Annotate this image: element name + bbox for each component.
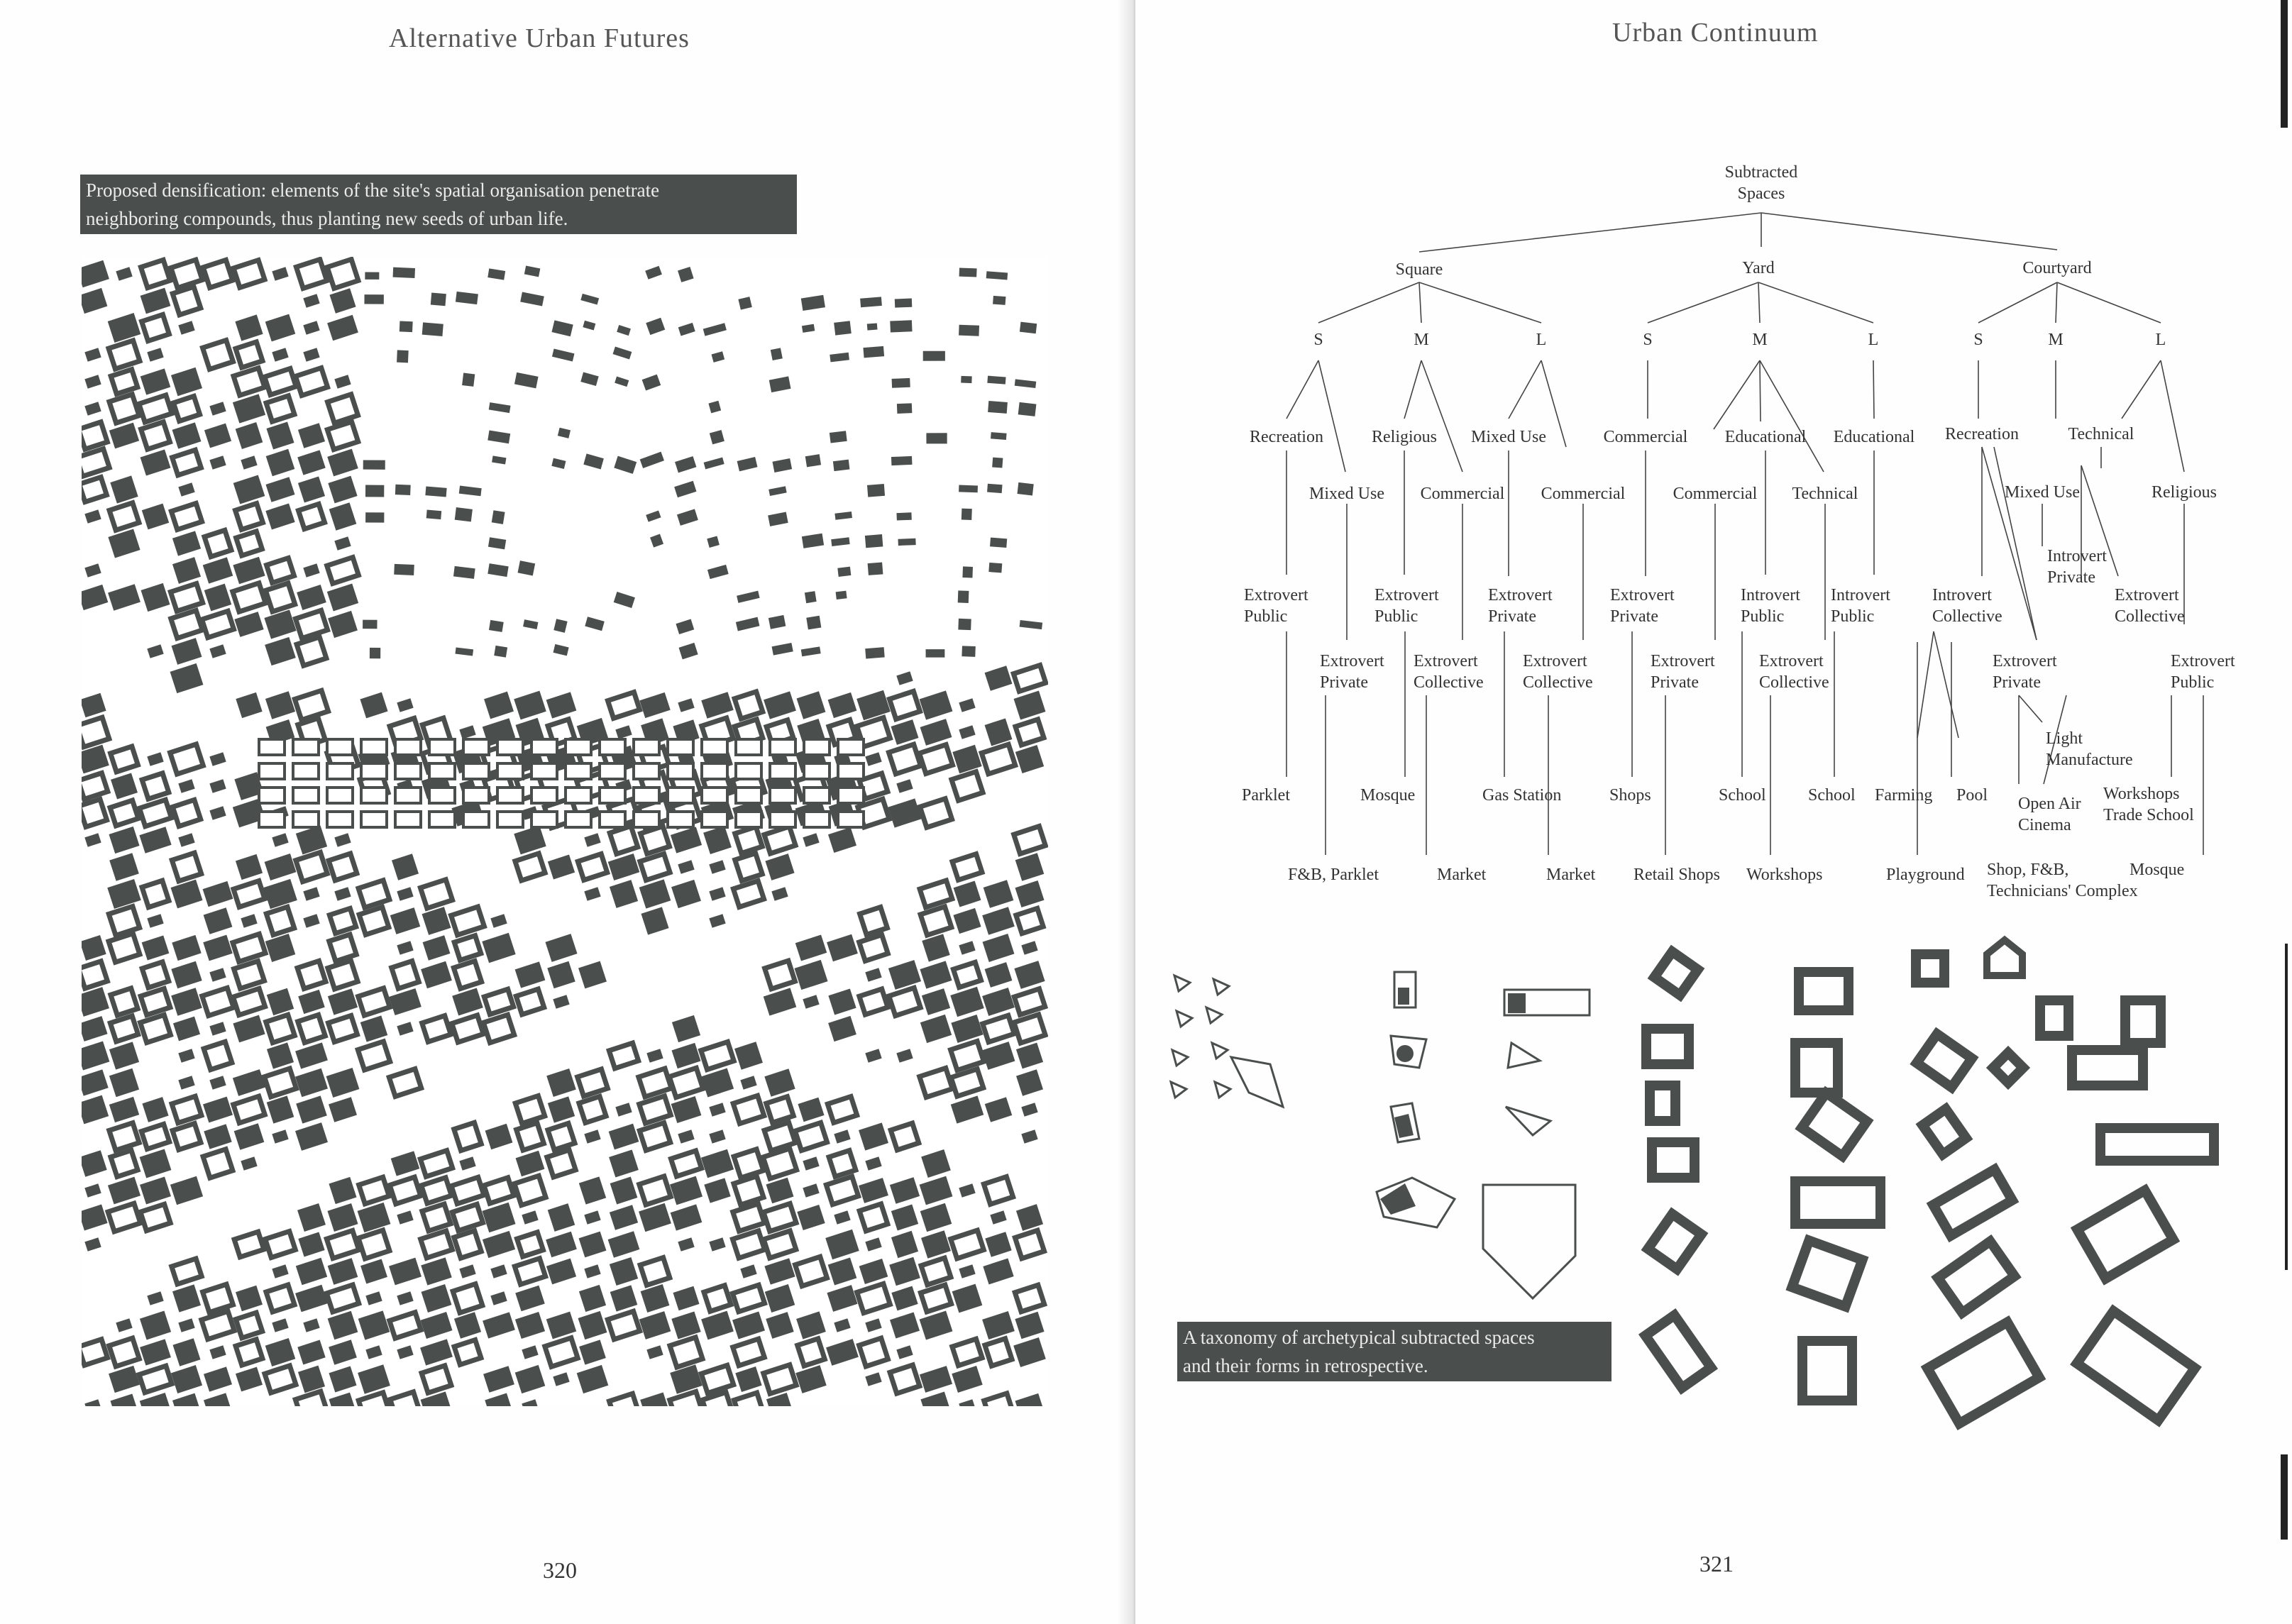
function-pool: Pool — [1956, 786, 1988, 805]
use-mixed-use-1: Mixed Use — [1471, 428, 1546, 446]
form-small-triangle — [1174, 976, 1190, 991]
privacy-introvert-public-1-a: Introvert — [1741, 586, 1800, 604]
privacy-introvert-public-2-b: Public — [1831, 607, 1875, 626]
form-rect-fill — [1398, 988, 1409, 1005]
function-open-air-cinema-b: Cinema — [2018, 816, 2071, 834]
use-commercial-2: Commercial — [1420, 485, 1505, 503]
use-mixed-use-2: Mixed Use — [1309, 485, 1384, 503]
function-market-1: Market — [1437, 866, 1487, 884]
privacy-introvert-collective-b: Collective — [1932, 607, 2002, 626]
tree-edge — [1760, 360, 1824, 472]
tree-edge — [1318, 360, 1345, 472]
use-recreation-2: Recreation — [1945, 425, 2019, 443]
page-edge-mark-2 — [2285, 944, 2288, 1270]
tree-edge — [1758, 282, 1760, 323]
tree-edge — [1419, 282, 1541, 323]
use-recreation-1: Recreation — [1250, 428, 1323, 446]
privacy-extrovert-public-3-a: Extrovert — [2171, 652, 2235, 670]
function-shops: Shops — [1609, 786, 1651, 805]
page-number-left: 320 — [543, 1557, 577, 1583]
form-small-triangle — [1212, 1043, 1228, 1059]
use-religious-2: Religious — [2151, 483, 2217, 502]
form-triangle — [1506, 1107, 1550, 1135]
form-courtyard-ring — [1933, 1169, 2012, 1235]
form-small-triangle — [1206, 1007, 1222, 1023]
form-courtyard-ring — [2077, 1191, 2173, 1278]
privacy-extrovert-collective-3-b: Collective — [1523, 673, 1593, 692]
privacy-introvert-collective-a: Introvert — [1932, 586, 1992, 604]
size-courtyard-l: L — [2155, 331, 2166, 349]
tree-edge — [2161, 360, 2184, 472]
tree-edge — [2122, 360, 2161, 419]
form-courtyard-ring — [1802, 1093, 1867, 1156]
use-educational-2: Educational — [1833, 428, 1915, 446]
privacy-extrovert-public-1-b: Public — [1244, 607, 1288, 626]
tree-edge — [1648, 282, 1758, 323]
form-small-triangle — [1177, 1011, 1192, 1027]
privacy-introvert-private-a: Introvert — [2047, 547, 2107, 565]
tree-edge — [2056, 282, 2057, 323]
function-technicians-complex: Technicians' Complex — [1987, 882, 2138, 900]
use-commercial-3: Commercial — [1541, 485, 1626, 503]
form-courtyard-ring — [1795, 1181, 1880, 1224]
tree-edge — [1419, 213, 1761, 252]
function-trade-school: Trade School — [2103, 806, 2194, 824]
function-school-2: School — [1808, 786, 1856, 805]
privacy-extrovert-private-4-a: Extrovert — [1651, 652, 1715, 670]
taxonomy-caption — [1177, 1322, 1611, 1381]
form-courtyard-ring — [1927, 1322, 2039, 1424]
privacy-extrovert-public-2-a: Extrovert — [1374, 586, 1439, 604]
size-square-l: L — [1536, 331, 1547, 349]
privacy-introvert-public-1-b: Public — [1741, 607, 1785, 626]
tree-edge — [2019, 695, 2042, 722]
privacy-extrovert-private-2-a: Extrovert — [1610, 586, 1675, 604]
privacy-extrovert-public-2-b: Public — [1374, 607, 1418, 626]
function-parklet: Parklet — [1242, 786, 1290, 805]
tree-edge — [1419, 282, 1421, 323]
form-rect-fill — [1508, 993, 1526, 1013]
function-light-manufacture-b: Manufacture — [2046, 751, 2133, 769]
use-religious-1: Religious — [1371, 428, 1438, 446]
form-courtyard-ring — [1650, 1086, 1675, 1121]
form-triangle — [1508, 1043, 1540, 1068]
tree-edge — [1318, 282, 1419, 323]
tree-edge — [1404, 360, 1421, 419]
tree-edge — [1873, 360, 1874, 419]
use-mixed-use-3: Mixed Use — [2005, 483, 2080, 502]
figure-ground-map-drawing — [82, 257, 1048, 1406]
form-courtyard-ring — [1648, 1214, 1701, 1269]
form-circle — [1396, 1045, 1414, 1062]
form-courtyard-ring — [1654, 951, 1697, 995]
size-yard-s: S — [1643, 331, 1653, 349]
function-gas-station: Gas Station — [1482, 786, 1562, 805]
function-light-manufacture-a: Light — [2046, 729, 2083, 748]
tree-edge — [1760, 360, 1761, 421]
form-courtyard-ring — [1917, 1034, 1972, 1087]
form-courtyard-ring — [1938, 1242, 2015, 1313]
privacy-extrovert-private-5-a: Extrovert — [1993, 652, 2057, 670]
use-technical-1: Technical — [2068, 425, 2134, 443]
privacy-extrovert-collective-1-b: Collective — [2115, 607, 2185, 626]
function-workshops-1: Workshops — [2103, 785, 2180, 803]
map-caption — [80, 175, 797, 234]
form-courtyard-ring — [1792, 1240, 1862, 1306]
function-fb-parklet: F&B, Parklet — [1288, 866, 1379, 884]
left-page — [0, 0, 1135, 1624]
map-caption-line-2: neighboring compounds, thus planting new seeds of urban life. — [86, 208, 568, 229]
tree-edge — [1509, 360, 1541, 419]
privacy-extrovert-private-1-a: Extrovert — [1488, 586, 1553, 604]
function-farming: Farming — [1875, 786, 1933, 805]
form-courtyard-ring — [1802, 1341, 1852, 1401]
running-head-right: Urban Continuum — [1612, 18, 1819, 48]
function-market-2: Market — [1546, 866, 1596, 884]
node-root-line-1: Subtracted — [1724, 163, 1798, 182]
form-courtyard-ring — [1916, 954, 1944, 983]
use-commercial-4: Commercial — [1673, 485, 1758, 503]
privacy-extrovert-private-3-b: Private — [1320, 673, 1368, 692]
form-quad — [1231, 1057, 1283, 1107]
privacy-introvert-public-2-a: Introvert — [1831, 586, 1890, 604]
form-small-triangle — [1172, 1050, 1188, 1066]
page-number-right: 321 — [1699, 1551, 1734, 1576]
running-head-left: Alternative Urban Futures — [389, 23, 690, 53]
page-edge-mark — [2281, 0, 2288, 128]
privacy-extrovert-collective-1-a: Extrovert — [2115, 586, 2179, 604]
tree-edge — [1758, 282, 1873, 323]
privacy-extrovert-private-1-b: Private — [1488, 607, 1536, 626]
function-open-air-cinema-a: Open Air — [2018, 795, 2081, 813]
privacy-extrovert-private-4-b: Private — [1651, 673, 1699, 692]
function-shop-fb: Shop, F&B, — [1987, 861, 2069, 879]
tree-edge — [1287, 360, 1318, 419]
page-edge-mark-3 — [2281, 1454, 2288, 1540]
form-small-triangle — [1215, 1082, 1230, 1098]
function-mosque-1: Mosque — [1360, 786, 1416, 805]
size-yard-l: L — [1868, 331, 1879, 349]
form-courtyard-ring — [1922, 1109, 1966, 1154]
size-yard-m: M — [1752, 331, 1768, 349]
privacy-introvert-private-b: Private — [2047, 568, 2095, 587]
form-courtyard-ring — [2040, 1000, 2068, 1036]
map-caption-line-1: Proposed densification: elements of the site's spatial organisation penetrate — [86, 179, 660, 201]
size-square-s: S — [1313, 331, 1323, 349]
tree-edge — [1761, 213, 2057, 250]
form-small-triangle — [1213, 979, 1229, 995]
form-courtyard-ring — [2077, 1311, 2195, 1420]
tree-edge — [1714, 360, 1760, 429]
tree-edge — [2057, 282, 2161, 323]
node-root-line-2: Spaces — [1737, 184, 1785, 203]
figure-ground-map — [82, 257, 1048, 1406]
use-technical-2: Technical — [1792, 485, 1858, 503]
size-square-m: M — [1414, 331, 1429, 349]
node-courtyard: Courtyard — [2022, 259, 2092, 277]
tree-edge — [1917, 631, 1934, 738]
privacy-extrovert-collective-3-a: Extrovert — [1523, 652, 1587, 670]
form-courtyard-ring — [1652, 1142, 1695, 1178]
form-courtyard-ring — [2125, 1000, 2161, 1043]
privacy-extrovert-collective-4-a: Extrovert — [1759, 652, 1824, 670]
use-commercial-1: Commercial — [1603, 428, 1688, 446]
node-yard: Yard — [1742, 259, 1775, 277]
function-workshops-2: Workshops — [1746, 866, 1823, 884]
form-house — [1987, 940, 2022, 976]
privacy-extrovert-public-1-a: Extrovert — [1244, 586, 1308, 604]
size-courtyard-m: M — [2048, 331, 2064, 349]
privacy-extrovert-collective-2-b: Collective — [1414, 673, 1484, 692]
right-page — [1135, 0, 2292, 1624]
tree-edge — [1934, 631, 1958, 738]
privacy-extrovert-private-3-a: Extrovert — [1320, 652, 1384, 670]
use-educational-1: Educational — [1724, 428, 1807, 446]
privacy-extrovert-private-5-b: Private — [1993, 673, 2041, 692]
form-courtyard-ring — [1646, 1029, 1689, 1064]
form-courtyard-ring — [1993, 1053, 2023, 1083]
function-school-1: School — [1719, 786, 1766, 805]
form-courtyard-ring — [2072, 1050, 2143, 1086]
tree-edge — [1978, 282, 2057, 323]
form-courtyard-ring — [2100, 1128, 2214, 1161]
privacy-extrovert-private-2-b: Private — [1610, 607, 1658, 626]
function-mosque-2: Mosque — [2130, 861, 2185, 879]
function-retail-shops: Retail Shops — [1633, 866, 1721, 884]
taxonomy-caption-line-2: and their forms in retrospective. — [1183, 1355, 1428, 1376]
form-courtyard-ring — [1795, 1043, 1838, 1093]
map-buildings — [82, 260, 1046, 1406]
form-courtyard-ring — [1646, 1315, 1712, 1388]
node-square: Square — [1395, 260, 1443, 279]
privacy-extrovert-collective-4-b: Collective — [1759, 673, 1829, 692]
form-courtyard-ring — [1799, 972, 1849, 1010]
form-small-triangle — [1171, 1082, 1186, 1098]
size-courtyard-s: S — [1973, 331, 1983, 349]
form-pentagon — [1483, 1185, 1575, 1298]
taxonomy-caption-line-1: A taxonomy of archetypical subtracted spaces — [1183, 1327, 1535, 1348]
privacy-extrovert-public-3-b: Public — [2171, 673, 2215, 692]
tree-edge — [1421, 360, 1462, 472]
privacy-extrovert-collective-2-a: Extrovert — [1414, 652, 1478, 670]
function-playground: Playground — [1886, 866, 1965, 884]
